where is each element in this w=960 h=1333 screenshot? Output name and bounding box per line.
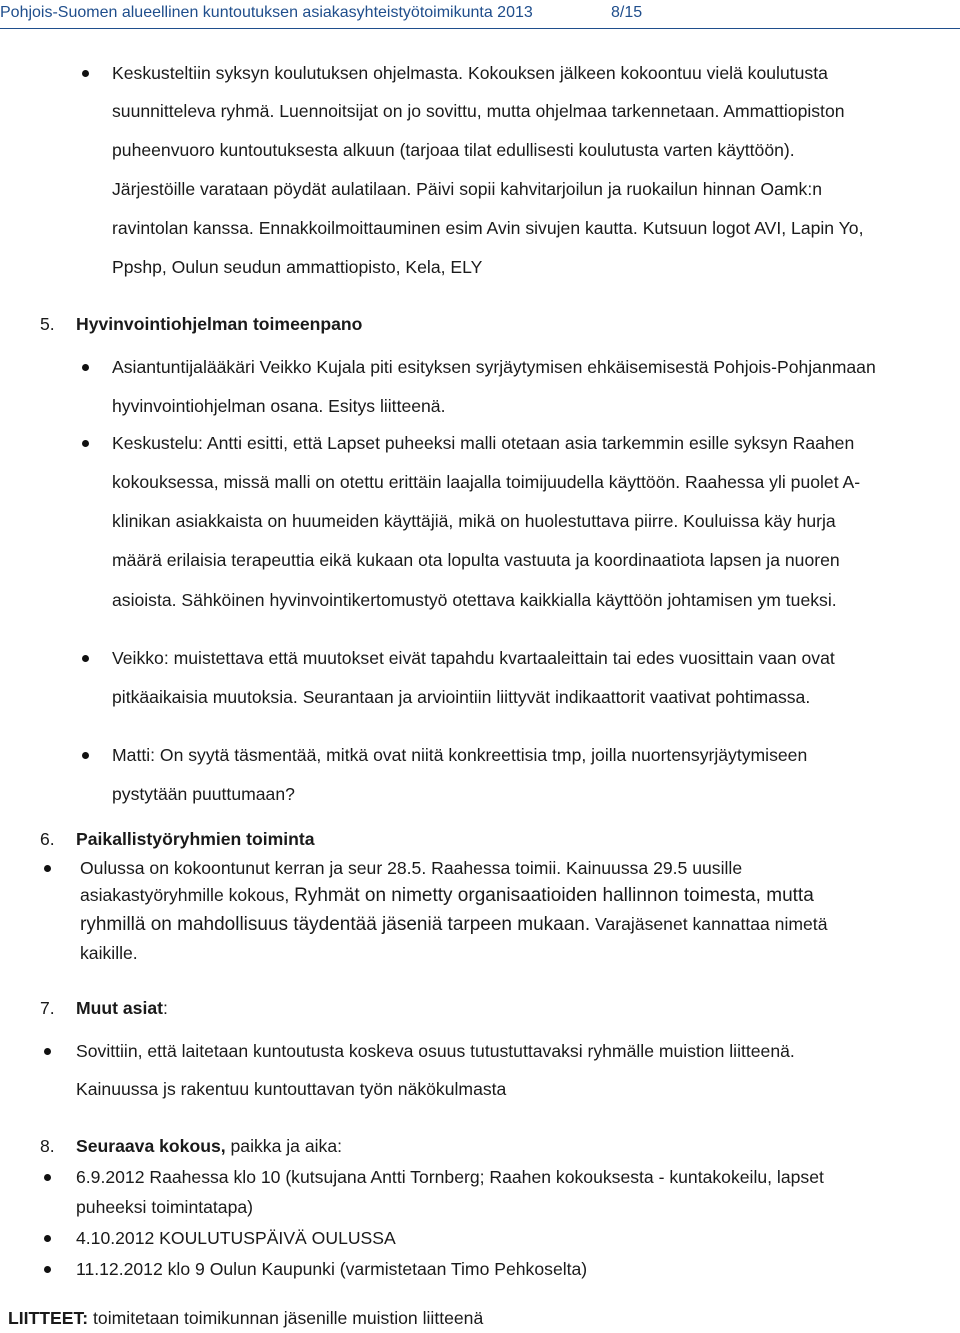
paragraph-line: ravintolan kanssa. Ennakkoilmoittauminen esim Avin sivujen kautta. Kutsuun logot AVI, Lapin Yo, <box>112 218 864 238</box>
section-number: 7. <box>40 998 55 1018</box>
attachments-note <box>8 1307 483 1329</box>
heading-text-rest: paikka ja aika: <box>225 1136 343 1156</box>
paragraph-line: määrä erilaisia terapeuttia eikä kukaan ota lopulta vastuuta ja koordinaatiota lapsen ja nuoren <box>112 550 840 570</box>
paragraph-line: Keskustelu: Antti esitti, että Lapset puheeksi malli otetaan asia tarkemmin esille syksyn Raahen <box>112 433 855 453</box>
section-heading: Hyvinvointiohjelman toimeenpano <box>76 314 363 334</box>
paragraph-line: Ppshp, Oulun seudun ammattiopisto, Kela, ELY <box>112 257 483 277</box>
paragraph-line <box>80 884 814 907</box>
heading-text: Muut asiat <box>76 998 163 1018</box>
list-item: puheeksi toimintatapa) <box>76 1197 254 1217</box>
section-number: 6. <box>40 829 55 849</box>
text-run: Varajäsenet kannattaa nimetä <box>590 914 828 934</box>
paragraph-line: Oulussa on kokoontunut kerran ja seur 28.5. Raahessa toimii. Kainuussa 29.5 uusille <box>80 858 743 878</box>
paragraph-line: Kainuussa js rakentuu kuntouttavan työn näkökulmasta <box>76 1079 507 1099</box>
bullet-dot <box>82 70 89 77</box>
paragraph-line: Järjestöille varataan pöydät aulatilaan. Päivi sopii kahvitarjoilun ja ruokailun hinnan Oamk:n <box>112 179 823 199</box>
text-run: asiakastyöryhmille kokous, <box>80 885 295 905</box>
bullet-dot <box>44 1174 51 1181</box>
paragraph-line: pystytään puuttumaan? <box>112 784 295 804</box>
paragraph-line: kokouksessa, missä malli on otettu erittäin laajalla toimijuudella käyttöön. Raahessa yli puolet A- <box>112 472 861 492</box>
list-item: 11.12.2012 klo 9 Oulun Kaupunki (varmistetaan Timo Pehkoselta) <box>76 1259 588 1279</box>
paragraph-line: suunnitteleva ryhmä. Luennoitsijat on jo sovittu, mutta ohjelmaa tarkennetaan. Ammattiopiston <box>112 101 845 121</box>
list-item: 4.10.2012 KOULUTUSPÄIVÄ OULUSSA <box>76 1228 396 1248</box>
paragraph-line: hyvinvointiohjelman osana. Esitys liitteenä. <box>112 396 446 416</box>
paragraph-line: Asiantuntijalääkäri Veikko Kujala piti esityksen syrjäytymisen ehkäisemisestä Pohjois-Pohjanmaan <box>112 357 876 377</box>
bullet-dot <box>82 752 89 759</box>
bullet-dot <box>44 1266 51 1273</box>
page-header <box>0 4 960 26</box>
paragraph-line <box>80 913 827 936</box>
section-heading: Paikallistyöryhmien toiminta <box>76 829 315 849</box>
page-number: 8/15 <box>611 4 643 21</box>
paragraph-line: kaikille. <box>80 943 138 963</box>
section-number: 5. <box>40 314 55 334</box>
section-heading <box>76 997 168 1019</box>
bullet-dot <box>82 364 89 371</box>
section-number: 8. <box>40 1136 55 1156</box>
header-divider <box>0 28 960 29</box>
paragraph-line: Veikko: muistettava että muutokset eivät tapahdu kvartaaleittain tai edes vuosittain vaan ovat <box>112 648 835 668</box>
section-heading <box>76 1135 342 1157</box>
paragraph-line: pitkäaikaisia muutoksia. Seurantaan ja arviointiin liittyvät indikaattorit vaativat pohtimassa. <box>112 687 811 707</box>
bullet-dot <box>82 655 89 662</box>
text-run: Ryhmät on nimetty organisaatioiden hallinnon toimesta, mutta <box>294 885 814 906</box>
paragraph-line: Matti: On syytä täsmentää, mitkä ovat niitä konkreettisia tmp, joilla nuortensyrjäytymiseen <box>112 745 808 765</box>
bullet-dot <box>44 865 51 872</box>
bullet-dot <box>44 1048 51 1055</box>
paragraph-line: Sovittiin, että laitetaan kuntoutusta koskeva osuus tutustuttavaksi ryhmälle muistion liitteenä. <box>76 1041 795 1061</box>
attachments-text: toimitetaan toimikunnan jäsenille muistion liitteenä <box>88 1308 484 1328</box>
bullet-dot <box>44 1235 51 1242</box>
bullet-dot <box>82 440 89 447</box>
heading-colon: : <box>163 998 168 1018</box>
paragraph-line: asioista. Sähköinen hyvinvointikertomustyö otettava kaikkialla käyttöön johtamisen ym tueksi. <box>112 590 837 610</box>
document-title: Pohjois-Suomen alueellinen kuntoutuksen asiakasyhteistyötoimikunta 2013 <box>0 4 533 21</box>
paragraph-line: klinikan asiakkaista on huumeiden käyttäjiä, mikä on huolestuttava piirre. Kouluissa käy hurja <box>112 511 836 531</box>
list-item: 6.9.2012 Raahessa klo 10 (kutsujana Antti Tornberg; Raahen kokouksesta - kuntakokeilu, lapset <box>76 1167 824 1187</box>
paragraph-line: puheenvuoro kuntoutuksesta alkuun (tarjoaa tilat edullisesti koulutusta varten käyttöön). <box>112 140 795 160</box>
text-run: ryhmillä on mahdollisuus täydentää jäseniä tarpeen mukaan. <box>80 914 591 935</box>
paragraph-line: Keskusteltiin syksyn koulutuksen ohjelmasta. Kokouksen jälkeen kokoontuu vielä koulutusta <box>112 63 828 83</box>
heading-text: Seuraava kokous, <box>76 1136 226 1156</box>
attachments-label: LIITTEET: <box>8 1308 89 1328</box>
